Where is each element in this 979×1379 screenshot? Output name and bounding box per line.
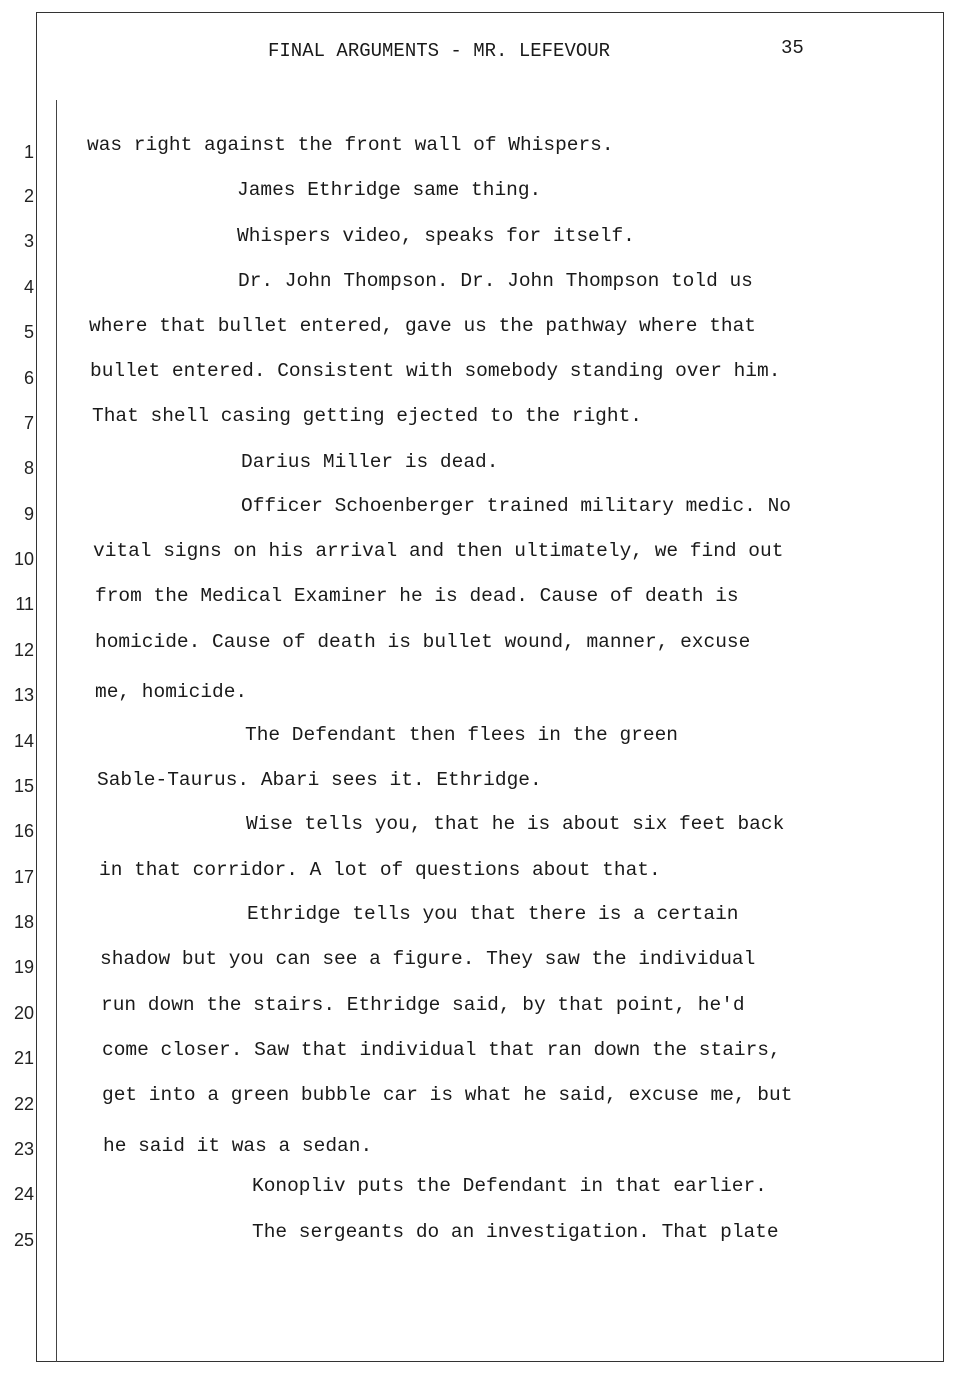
line-number: 11	[15, 594, 34, 614]
line-number: 14	[13, 731, 34, 751]
transcript-line: Dr. John Thompson. Dr. John Thompson told us	[238, 270, 753, 292]
transcript-line: The sergeants do an investigation. That plate	[252, 1221, 779, 1243]
line-number: 16	[13, 821, 34, 841]
transcript-line: The Defendant then flees in the green	[245, 724, 678, 746]
transcript-line: James Ethridge same thing.	[237, 179, 542, 201]
transcript-line: Darius Miller is dead.	[241, 451, 499, 473]
transcript-line: Officer Schoenberger trained military medic. No	[241, 495, 791, 517]
transcript-line: was right against the front wall of Whispers.	[87, 134, 614, 156]
line-number: 2	[23, 186, 34, 206]
line-number: 12	[13, 640, 34, 660]
transcript-line: Ethridge tells you that there is a certain	[247, 903, 739, 925]
line-number: 8	[23, 458, 34, 478]
line-number: 22	[13, 1094, 34, 1114]
line-number: 18	[13, 912, 34, 932]
transcript-line: Sable-Taurus. Abari sees it. Ethridge.	[97, 769, 542, 791]
line-number: 21	[13, 1048, 34, 1068]
transcript-line: he said it was a sedan.	[103, 1135, 373, 1157]
line-number-rule	[56, 100, 57, 1362]
line-number: 3	[23, 231, 34, 251]
line-number: 9	[23, 504, 34, 524]
transcript-line: where that bullet entered, gave us the pathway where that	[89, 315, 757, 337]
line-number: 25	[13, 1230, 34, 1250]
page-header-title: FINAL ARGUMENTS - MR. LEFEVOUR	[268, 40, 611, 62]
line-number: 5	[23, 322, 34, 342]
transcript-line: Whispers video, speaks for itself.	[237, 225, 635, 247]
transcript-line: run down the stairs. Ethridge said, by that point, he'd	[101, 994, 745, 1016]
transcript-line: Wise tells you, that he is about six feet back	[246, 813, 785, 835]
line-number: 23	[13, 1139, 34, 1159]
transcript-line: from the Medical Examiner he is dead. Cause of death is	[95, 585, 739, 607]
transcript-line: come closer. Saw that individual that ran down the stairs,	[102, 1039, 781, 1061]
transcript-line: me, homicide.	[95, 681, 248, 703]
line-number: 17	[13, 867, 34, 887]
transcript-line: vital signs on his arrival and then ultimately, we find out	[93, 540, 784, 562]
line-number: 13	[13, 685, 34, 705]
transcript-line: in that corridor. A lot of questions about that.	[99, 859, 661, 881]
line-number: 7	[23, 413, 34, 433]
line-number: 4	[23, 277, 34, 297]
transcript-line: That shell casing getting ejected to the right.	[92, 405, 642, 427]
transcript-line: bullet entered. Consistent with somebody standing over him.	[90, 360, 781, 382]
transcript-line: shadow but you can see a figure. They saw the individual	[100, 948, 756, 970]
page-number: 35	[781, 37, 804, 59]
line-number: 15	[13, 776, 34, 796]
line-number: 6	[23, 368, 34, 388]
transcript-line: Konopliv puts the Defendant in that earlier.	[252, 1175, 767, 1197]
line-number: 1	[23, 142, 34, 162]
line-number: 19	[13, 957, 34, 977]
line-number: 10	[13, 549, 34, 569]
line-number: 20	[13, 1003, 34, 1023]
line-number: 24	[13, 1184, 34, 1204]
transcript-line: homicide. Cause of death is bullet wound, manner, excuse	[95, 631, 751, 653]
transcript-line: get into a green bubble car is what he said, excuse me, but	[102, 1084, 793, 1106]
